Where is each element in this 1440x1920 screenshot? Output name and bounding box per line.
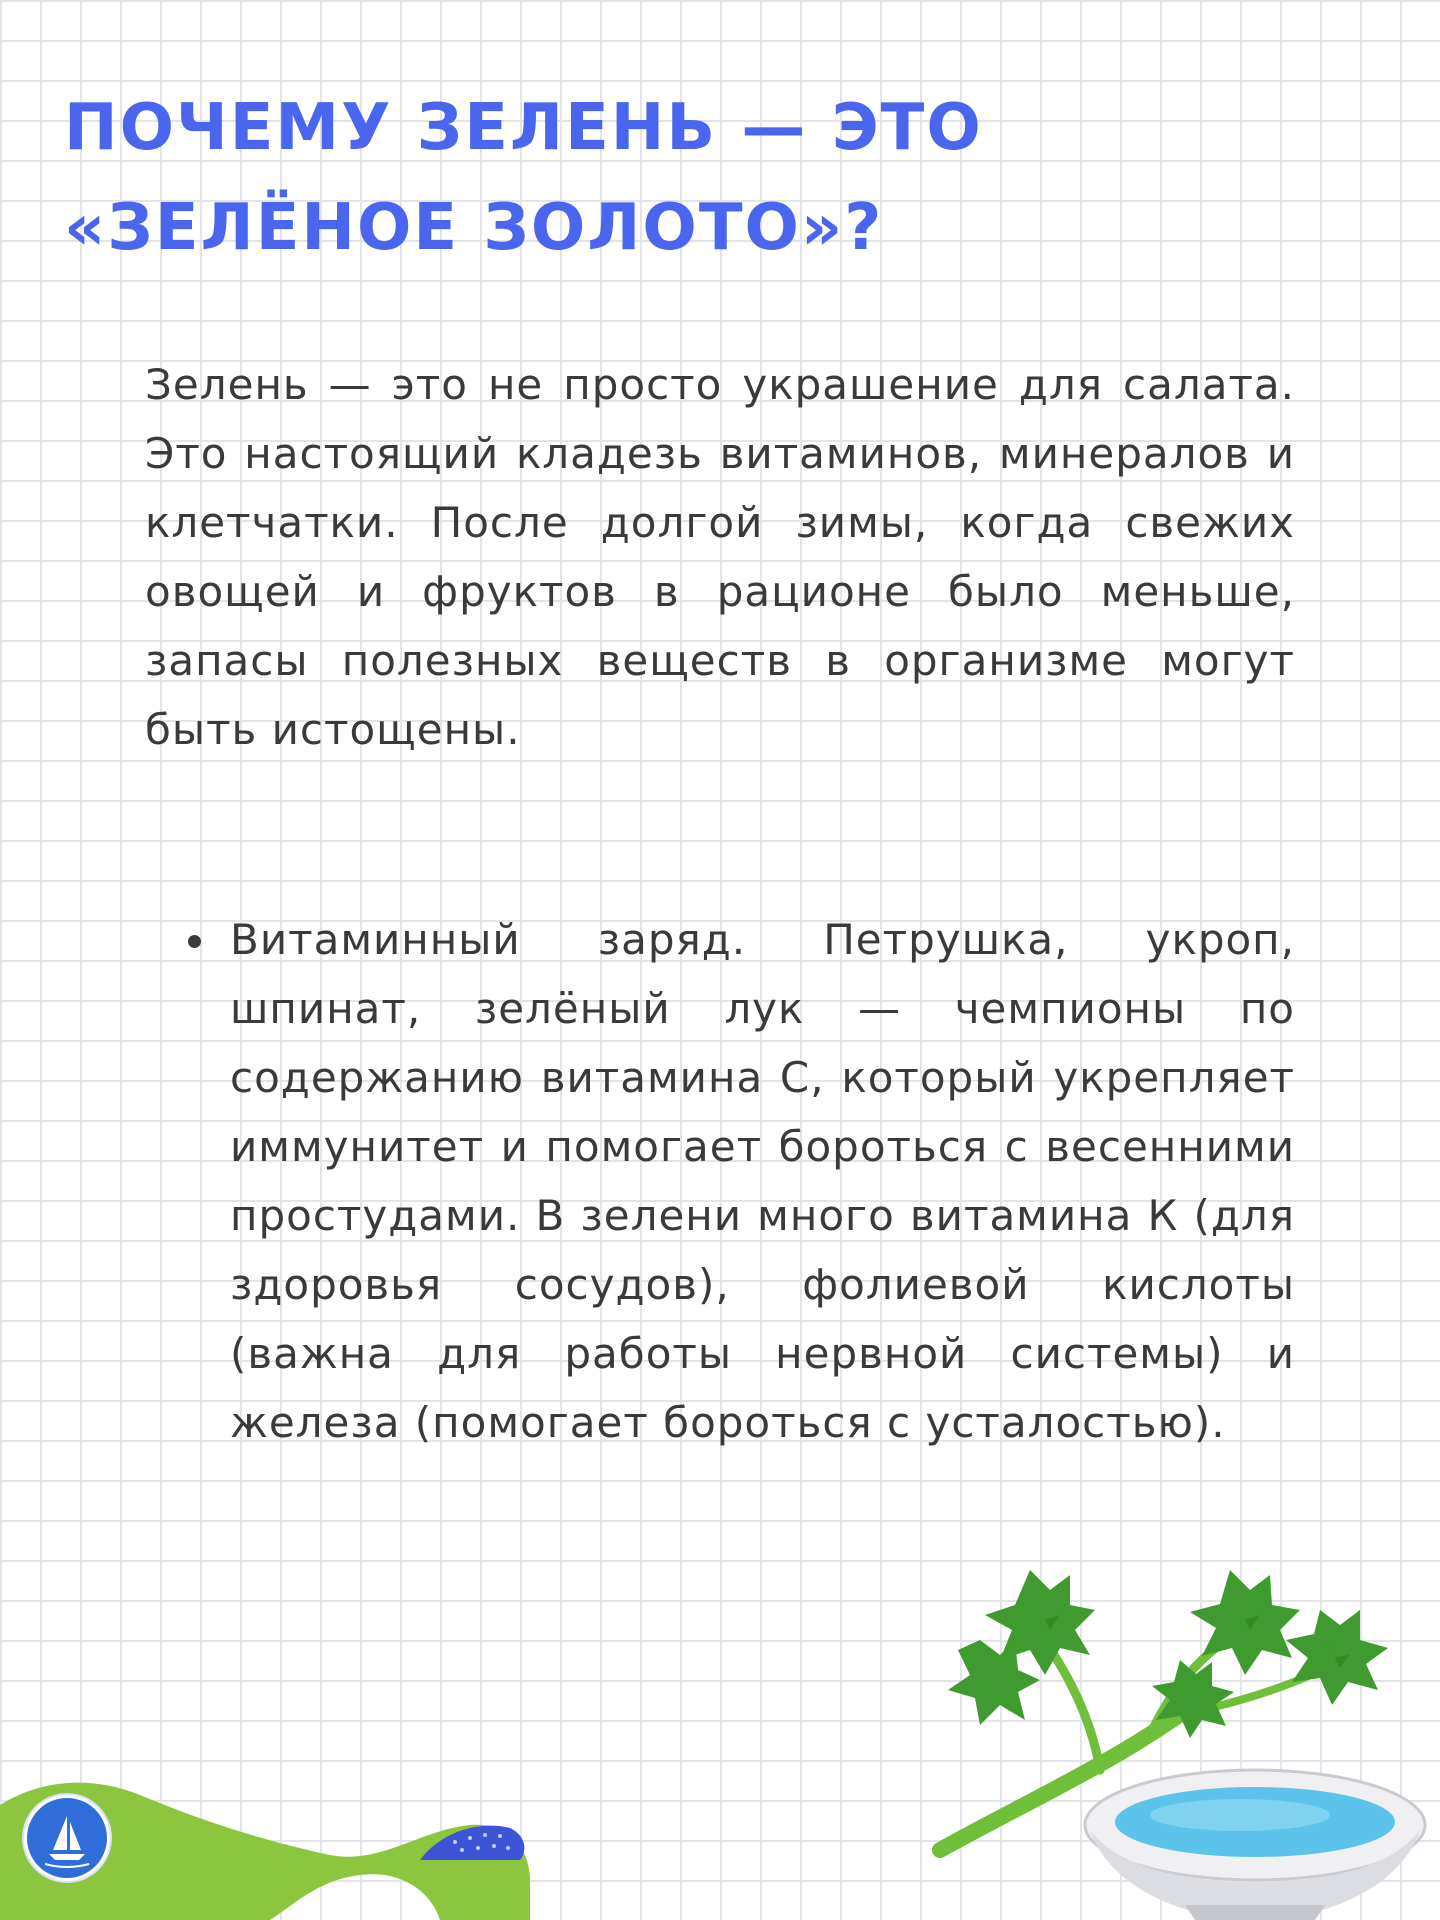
page-title (64, 78, 1264, 278)
intro-paragraph: Зелень — это не просто украшение для салата. Это настоящий кладезь витаминов, минералов и клетчатки. После долгой зимы, когда свежих овощей и фруктов в рационе было меньше, запасы полезных веществ в организме могут быть истощены. (145, 360, 1295, 754)
parsley-bowl-icon (920, 1530, 1440, 1920)
page-title-line-2: «ЗЕЛЁНОЕ ЗОЛОТО»? (64, 191, 884, 265)
bullet-dot-icon (188, 935, 201, 948)
list-item (180, 905, 1295, 1457)
bullet-text: Витаминный заряд. Петрушка, укроп, шпинат, зелёный лук — чемпионы по содержанию витамина С, который укрепляет иммунитет и помогает бороться с весенними простудами. В зелени много витамина К (для здоровья сосудов), фолиевой кислоты (важна для работы нервной системы) и железа (помогает бороться с усталостью). (230, 915, 1295, 1447)
sailboat-logo-icon (24, 1795, 110, 1881)
page-title-line-1: ПОЧЕМУ ЗЕЛЕНЬ — ЭТО (64, 91, 983, 165)
bullet-list (180, 905, 1295, 1457)
